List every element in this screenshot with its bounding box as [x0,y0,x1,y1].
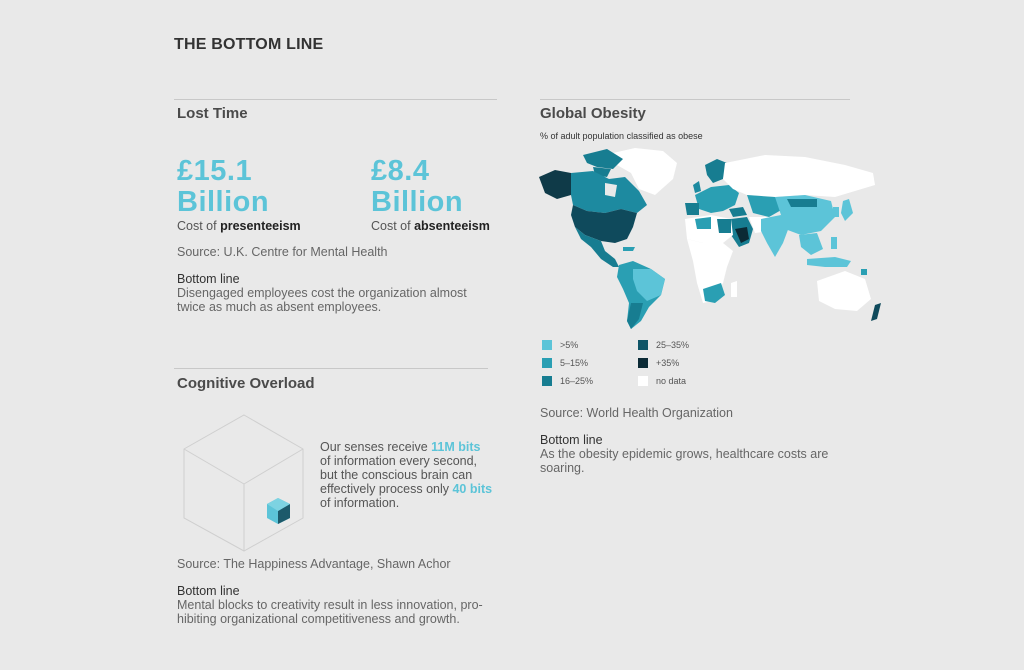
text-line: Mental blocks to creativity result in less innovation, pro- [177,598,483,612]
cube-illustration [180,412,310,552]
text-line: but the conscious brain can [320,468,473,482]
map-pacific-islands [861,269,867,275]
map-se-asia [799,233,823,255]
legend-swatch [542,358,552,368]
map-arctic-islands [583,149,623,169]
legend-item [542,358,588,368]
map-egypt [717,219,731,233]
obesity-bottom-line-label: Bottom line [540,433,603,447]
map-russia [723,155,875,197]
map-indonesia [807,257,851,267]
obesity-legend [542,340,742,390]
text-line: of information every second, [320,454,478,468]
legend-label: 16–25% [560,376,594,386]
map-mongolia [787,199,817,207]
world-map [535,143,885,333]
text-span: effectively process only [320,482,453,496]
legend-label: >5% [560,340,579,350]
highlight-11m: 11M bits [431,440,481,454]
cognitive-bottom-line-text [177,598,483,626]
cognitive-text [320,440,492,510]
obesity-bottom-line-text [540,447,828,475]
map-algeria [695,217,711,229]
text-line: twice as much as absent employees. [177,300,382,314]
lost-time-bottom-line-text [177,286,467,314]
absenteeism-unit: Billion [371,186,464,218]
legend-item [638,376,686,386]
small-cube-icon [267,498,290,524]
text-line: of information. [320,496,400,510]
caption-prefix: Cost of [371,219,415,233]
legend-item [542,376,593,386]
legend-label: no data [656,376,687,386]
global-obesity-title: Global Obesity [540,105,646,122]
map-philippines [831,237,837,249]
legend-swatch [542,376,552,386]
presenteeism-figure [177,156,301,233]
lost-time-title: Lost Time [177,105,248,122]
map-hudson [605,183,617,197]
cognitive-bottom-line-label: Bottom line [177,584,240,598]
legend-swatch [638,376,648,386]
text-line: Disengaged employees cost the organization almost [177,286,467,300]
map-korea [833,207,839,217]
cognitive-overload-title: Cognitive Overload [177,375,315,392]
absenteeism-amount: £8.4 [371,155,430,187]
highlight-40: 40 bits [452,482,493,496]
divider [540,99,850,100]
map-uk [693,181,701,193]
legend-label: +35% [656,358,680,368]
divider [174,368,488,369]
legend-label: 5–15% [560,358,589,368]
map-alaska [539,170,571,199]
cognitive-source: Source: The Happiness Advantage, Shawn Achor [177,557,451,571]
legend-swatch [638,340,648,350]
legend-item [542,340,578,350]
map-australia [817,271,871,311]
legend-item [638,358,679,368]
divider [174,99,497,100]
text-line: hibiting organizational competitiveness and growth. [177,612,460,626]
legend-swatch [542,340,552,350]
text-line [320,440,492,454]
map-caribbean [623,247,635,251]
map-madagascar [731,281,737,297]
text-span: Our senses receive [320,440,432,454]
presenteeism-amount: £15.1 [177,155,253,187]
lost-time-source: Source: U.K. Centre for Mental Health [177,245,388,259]
text-line: soaring. [540,461,585,475]
absenteeism-figure [371,156,490,233]
caption-bold: absenteeism [414,219,490,233]
page-title: THE BOTTOM LINE [174,36,324,53]
caption-bold: presenteeism [220,219,301,233]
presenteeism-caption [177,219,301,233]
map-iberia [685,203,699,215]
legend-label: 25–35% [656,340,690,350]
map-new-zealand [871,303,881,321]
absenteeism-caption [371,219,490,233]
map-turkey [729,207,747,217]
presenteeism-unit: Billion [177,186,270,218]
legend-swatch [638,358,648,368]
text-line: As the obesity epidemic grows, healthcare costs are [540,447,829,461]
obesity-subtitle: % of adult population classified as obese [540,131,703,141]
map-japan [841,199,853,221]
caption-prefix: Cost of [177,219,221,233]
obesity-source: Source: World Health Organization [540,406,733,420]
legend-item [638,340,689,350]
text-line [320,482,492,496]
lost-time-bottom-line-label: Bottom line [177,272,240,286]
